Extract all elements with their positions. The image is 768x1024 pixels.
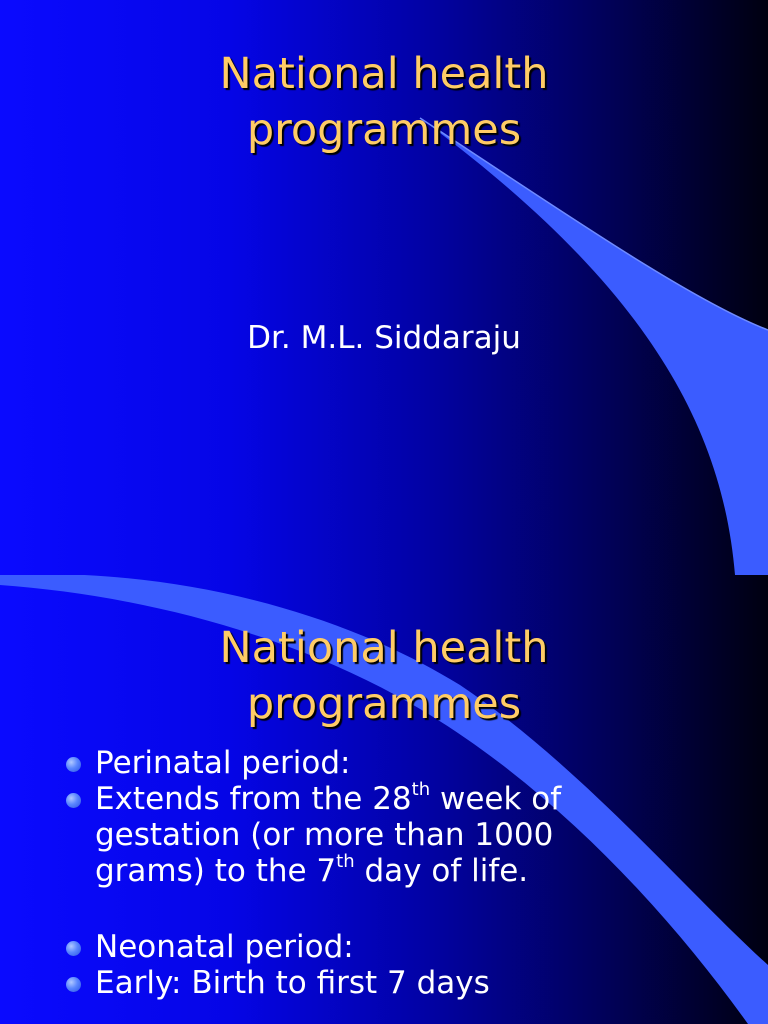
slide-title <box>0 46 768 158</box>
title-line-2: programmes <box>246 679 522 729</box>
title-line-1: National health <box>219 49 549 99</box>
bullet-item <box>64 965 764 1001</box>
bullet-text-part: gestation (or more than 1000 <box>95 817 554 853</box>
superscript: th <box>336 851 355 872</box>
bullet-text-part: day of life. <box>354 853 529 889</box>
title-line-2: programmes <box>246 105 522 155</box>
bullet-text: Neonatal period: <box>95 929 354 965</box>
bullet-dot-icon <box>66 793 81 808</box>
slide-title <box>0 620 768 732</box>
bullet-item <box>64 745 764 781</box>
title-line-1: National health <box>219 623 549 673</box>
bullet-text: Early: Birth to first 7 days <box>95 965 490 1001</box>
slide-2 <box>0 575 768 1024</box>
bullet-text-part: Extends from the 28 <box>95 781 412 817</box>
bullet-dot-icon <box>66 757 81 772</box>
bullet-text-part: grams) to the 7 <box>95 853 337 889</box>
bullet-item <box>64 929 764 965</box>
superscript: th <box>411 779 431 800</box>
bullet-list <box>64 745 764 1001</box>
bullet-dot-icon <box>66 941 81 956</box>
bullet-dot-icon <box>66 977 81 992</box>
bullet-item <box>64 781 764 889</box>
bullet-text: Perinatal period: <box>95 745 351 781</box>
author-name: Dr. M.L. Siddaraju <box>247 320 521 356</box>
bullet-text-part: week of <box>430 781 562 817</box>
